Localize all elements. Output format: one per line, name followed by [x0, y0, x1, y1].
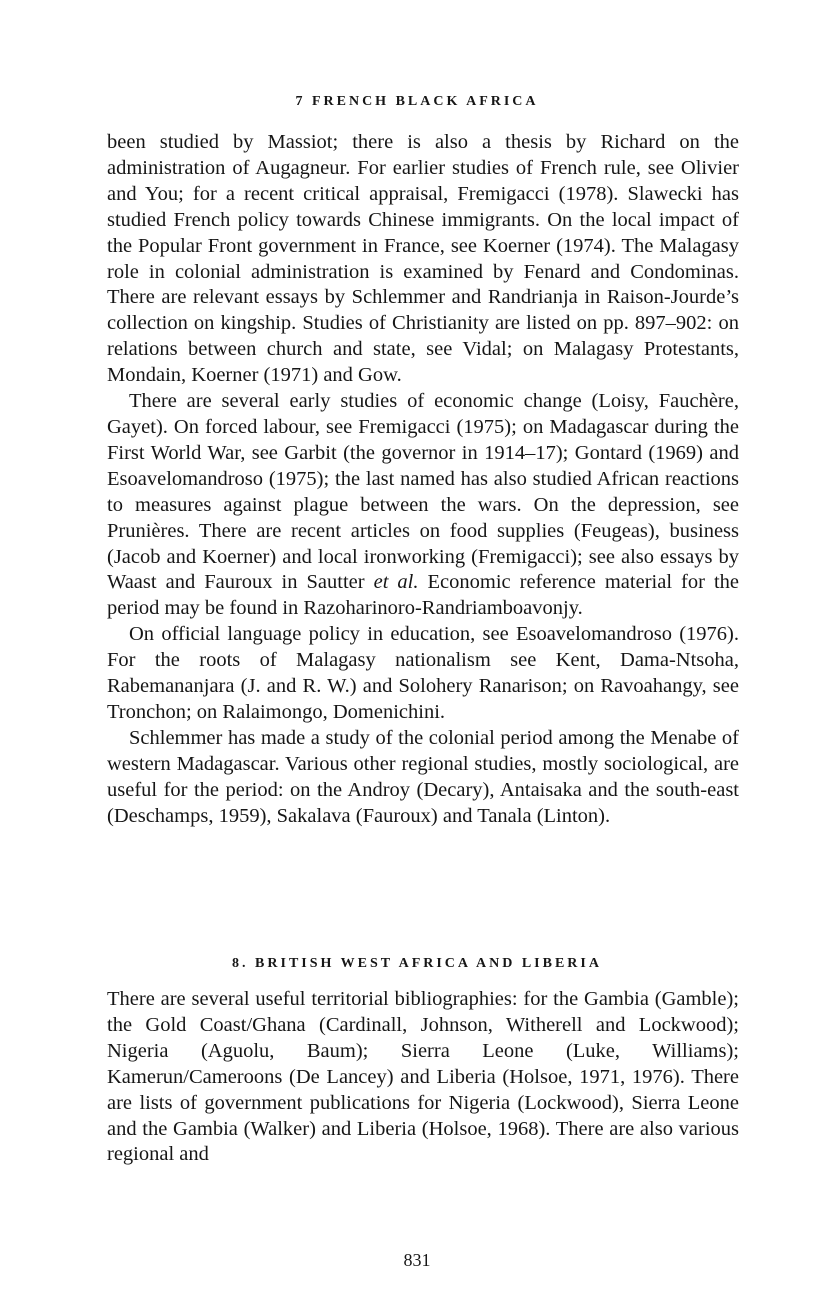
section-8-text	[107, 987, 739, 1168]
chapter-7-text	[107, 130, 739, 829]
paragraph-2-italic: et al.	[373, 571, 419, 594]
paragraph-3: On official language policy in education, see Esoavelomandroso (1976). For the roots of Malagasy nationalism see Kent, Dama-Ntsoha, Rabemananjara (J. and R. W.) and Solohery Ranarison; on Ravoahangy, see Tronchon; on Ralaimongo, Domenichini.	[107, 623, 739, 723]
section-paragraph: There are several useful territorial bibliographies: for the Gambia (Gamble); the Gold Coast/Ghana (Cardinall, Johnson, Witherell and Lockwood); Nigeria (Aguolu, Baum); Sierra Leone (Luke, Williams); Kamerun/Cameroons (De Lancey) and Liberia (Holsoe, 1971, 1976). There are lists of government publications for Nigeria (Lockwood), Sierra Leone and the Gambia (Walker) and Liberia (Holsoe, 1968). There are also various regional and	[107, 988, 739, 1166]
paragraph-2	[107, 389, 739, 622]
paragraph-2-tail: Economic reference material for the period may be found in Razoharinoro-Randriamboavonjy.	[107, 571, 739, 620]
paragraph-4: Schlemmer has made a study of the colonial period among the Menabe of western Madagascar. Various other regional studies, mostly sociological, are useful for the period: on the Androy (Decary), Antaisaka and the south-east (Deschamps, 1959), Sakalava (Fauroux) and Tanala (Linton).	[107, 726, 739, 827]
paragraph-2-main: There are several early studies of economic change (Loisy, Fauchère, Gayet). On forced labour, see Fremigacci (1975); on Madagascar during the First World War, see Garbit (the governor in 1914–17); Gontard (1969) and Esoavelomandroso (1975); the last named has also studied African reactions to measures against plague between the wars. On the depression, see Prunières. There are recent articles on food supplies (Feugeas), business (Jacob and Koerner) and local ironworking (Fremigacci); see also essays by Waast and Fauroux in Sautter	[107, 390, 739, 594]
section-heading: 8. BRITISH WEST AFRICA AND LIBERIA	[232, 956, 602, 971]
paragraph-1: been studied by Massiot; there is also a thesis by Richard on the administration of Augagneur. For earlier studies of French rule, see Olivier and You; for a recent critical appraisal, Fremigacci (1978). Slawecki has studied French policy towards Chinese immigrants. On the local impact of the Popular Front government in France, see Koerner (1974). The Malagasy role in colonial administration is examined by Fenard and Condominas. There are relevant essays by Schlemmer and Randrianja in Raison-Jourde’s collection on kingship. Studies of Christianity are listed on pp. 897–902: on relations between church and state, see Vidal; on Malagasy Protestants, Mondain, Koerner (1971) and Gow.	[107, 131, 739, 387]
running-head: 7 FRENCH BLACK AFRICA	[295, 94, 539, 109]
page-number: 831	[403, 1250, 431, 1270]
